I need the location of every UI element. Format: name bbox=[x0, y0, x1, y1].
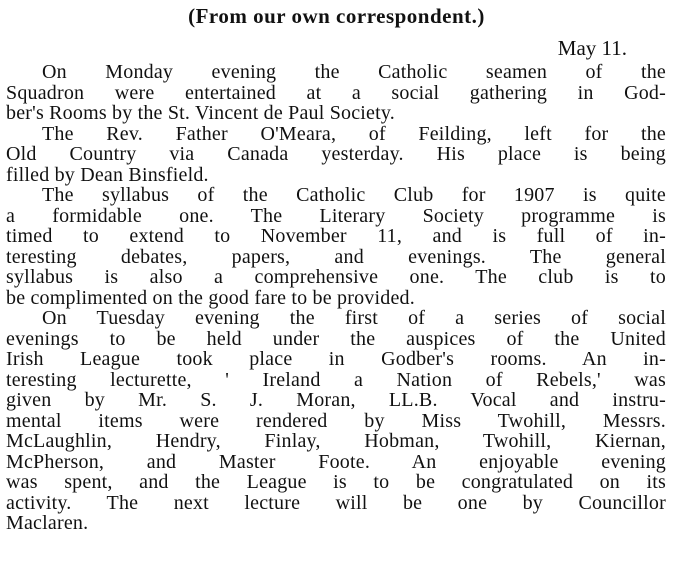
text-line: filled by Dean Binsfield. bbox=[6, 163, 209, 186]
text-line: Old Country via Canada yesterday. His place is being bbox=[6, 143, 666, 165]
text-line: The syllabus of the Catholic Club for 1907 is quite bbox=[42, 184, 666, 206]
text-line: Squadron were entertained at a social gathering in God- bbox=[6, 81, 666, 104]
text-line: evenings to be held under the auspices of the United bbox=[6, 327, 666, 350]
text-line: On Monday evening the Catholic seamen of the bbox=[42, 61, 666, 83]
text-line: teresting lecturette, ' Ireland a Nation of Rebels,' was bbox=[6, 368, 666, 391]
text-line: teresting debates, papers, and evenings. The general bbox=[6, 245, 666, 268]
text-line: McPherson, and Master Foote. An enjoyable evening bbox=[6, 450, 666, 473]
text-line: McLaughlin, Hendry, Finlay, Hobman, Twohill, Kiernan, bbox=[6, 430, 666, 452]
text-line: timed to extend to November 11, and is full of in- bbox=[6, 225, 666, 247]
text-line: ber's Rooms by the St. Vincent de Paul Society. bbox=[6, 102, 395, 124]
text-line: The Rev. Father O'Meara, of Feilding, left for the bbox=[42, 122, 666, 145]
text-line: Maclaren. bbox=[6, 512, 89, 534]
article-body bbox=[6, 62, 666, 534]
text-line: was spent, and the League is to be congratulated on its bbox=[6, 471, 666, 493]
text-line: a formidable one. The Literary Society programme is bbox=[6, 204, 666, 227]
correspondent-heading: (From our own correspondent.) bbox=[188, 4, 485, 28]
dateline: May 11. bbox=[557, 36, 627, 60]
text-line: On Tuesday evening the first of a series of social bbox=[42, 307, 666, 329]
text-line: mental items were rendered by Miss Twohill, Messrs. bbox=[6, 409, 666, 432]
text-line: Irish League took place in Godber's rooms. An in- bbox=[6, 348, 666, 370]
text-line: given by Mr. S. J. Moran, LL.B. Vocal and instru- bbox=[6, 389, 666, 411]
text-line: be complimented on the good fare to be provided. bbox=[6, 286, 415, 309]
text-line: syllabus is also a comprehensive one. The club is to bbox=[6, 266, 666, 288]
text-line: activity. The next lecture will be one by Councillor bbox=[6, 491, 666, 514]
